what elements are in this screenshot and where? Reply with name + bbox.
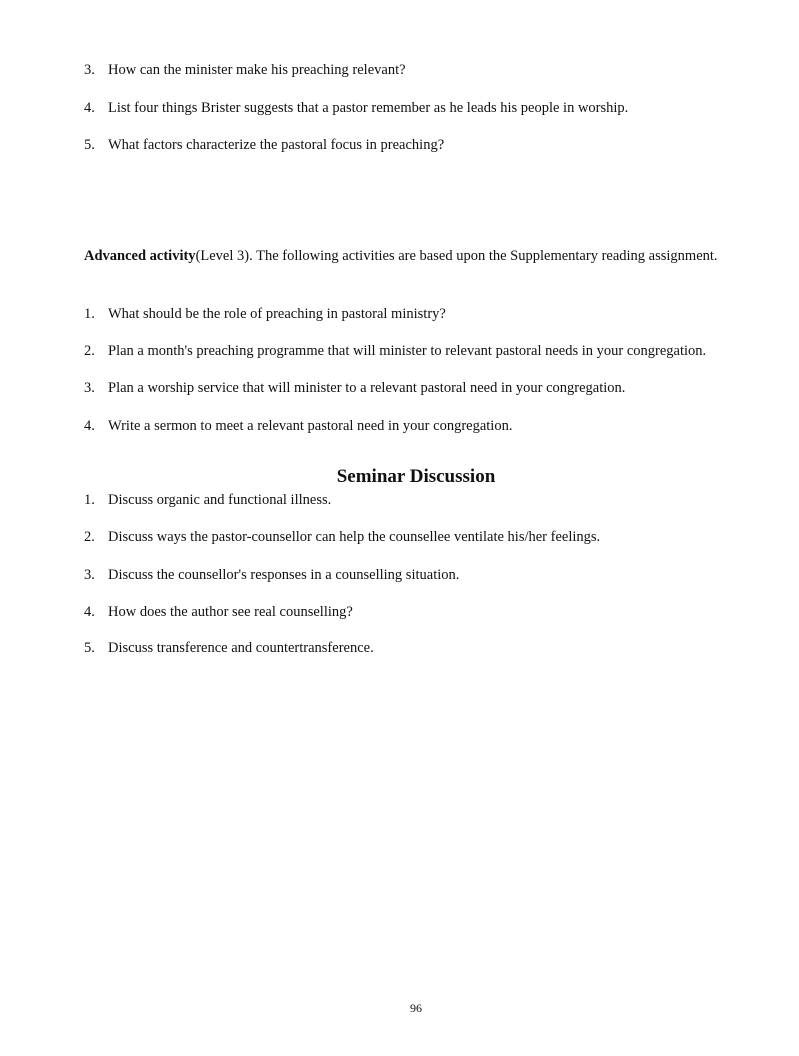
seminar-item-1 xyxy=(84,492,331,509)
item-text: Discuss ways the pastor-counsellor can help the counsellee ventilate his/her feelings. xyxy=(108,529,601,545)
item-number: 5. xyxy=(84,137,95,153)
item-text: How does the author see real counselling? xyxy=(108,604,353,620)
item-number: 2. xyxy=(84,529,95,545)
item-number: 1. xyxy=(84,492,95,508)
item-text: List four things Brister suggests that a pastor remember as he leads his people in worship. xyxy=(108,100,629,116)
advanced-item-2 xyxy=(84,343,706,360)
item-text: Discuss transference and countertransference. xyxy=(108,640,374,656)
advanced-item-3 xyxy=(84,380,625,397)
seminar-heading: Seminar Discussion xyxy=(336,466,496,487)
item-number: 4. xyxy=(84,418,95,434)
item-number: 5. xyxy=(84,640,95,656)
item-text: How can the minister make his preaching relevant? xyxy=(108,62,406,78)
advanced-heading: Advanced activity xyxy=(84,248,196,264)
item-number: 4. xyxy=(84,100,95,116)
item-text: Plan a worship service that will minister to a relevant pastoral need in your congregation. xyxy=(108,380,626,396)
item-number: 1. xyxy=(84,306,95,322)
advanced-text: (Level 3). The following activities are based upon the Supplementary reading assignment. xyxy=(195,248,718,264)
advanced-item-1 xyxy=(84,306,446,323)
item-number: 4. xyxy=(84,604,95,620)
page-number: 96 xyxy=(410,1001,422,1015)
question-4 xyxy=(84,100,628,117)
question-5 xyxy=(84,137,444,154)
item-text: What factors characterize the pastoral focus in preaching? xyxy=(108,137,445,153)
item-text: Discuss organic and functional illness. xyxy=(108,492,332,508)
item-number: 3. xyxy=(84,567,95,583)
item-text: Plan a month's preaching programme that will minister to relevant pastoral needs in your congregation. xyxy=(108,343,707,359)
item-text: Write a sermon to meet a relevant pastoral need in your congregation. xyxy=(108,418,513,434)
seminar-item-4 xyxy=(84,604,353,621)
item-number: 2. xyxy=(84,343,95,359)
item-text: What should be the role of preaching in pastoral ministry? xyxy=(108,306,446,322)
item-text: Discuss the counsellor's responses in a counselling situation. xyxy=(108,567,460,583)
seminar-item-2 xyxy=(84,529,600,546)
item-number: 3. xyxy=(84,380,95,396)
seminar-item-3 xyxy=(84,567,459,584)
seminar-item-5 xyxy=(84,640,374,657)
item-number: 3. xyxy=(84,62,95,78)
advanced-activity-paragraph xyxy=(84,245,750,267)
advanced-item-4 xyxy=(84,418,512,435)
question-3 xyxy=(84,62,406,79)
